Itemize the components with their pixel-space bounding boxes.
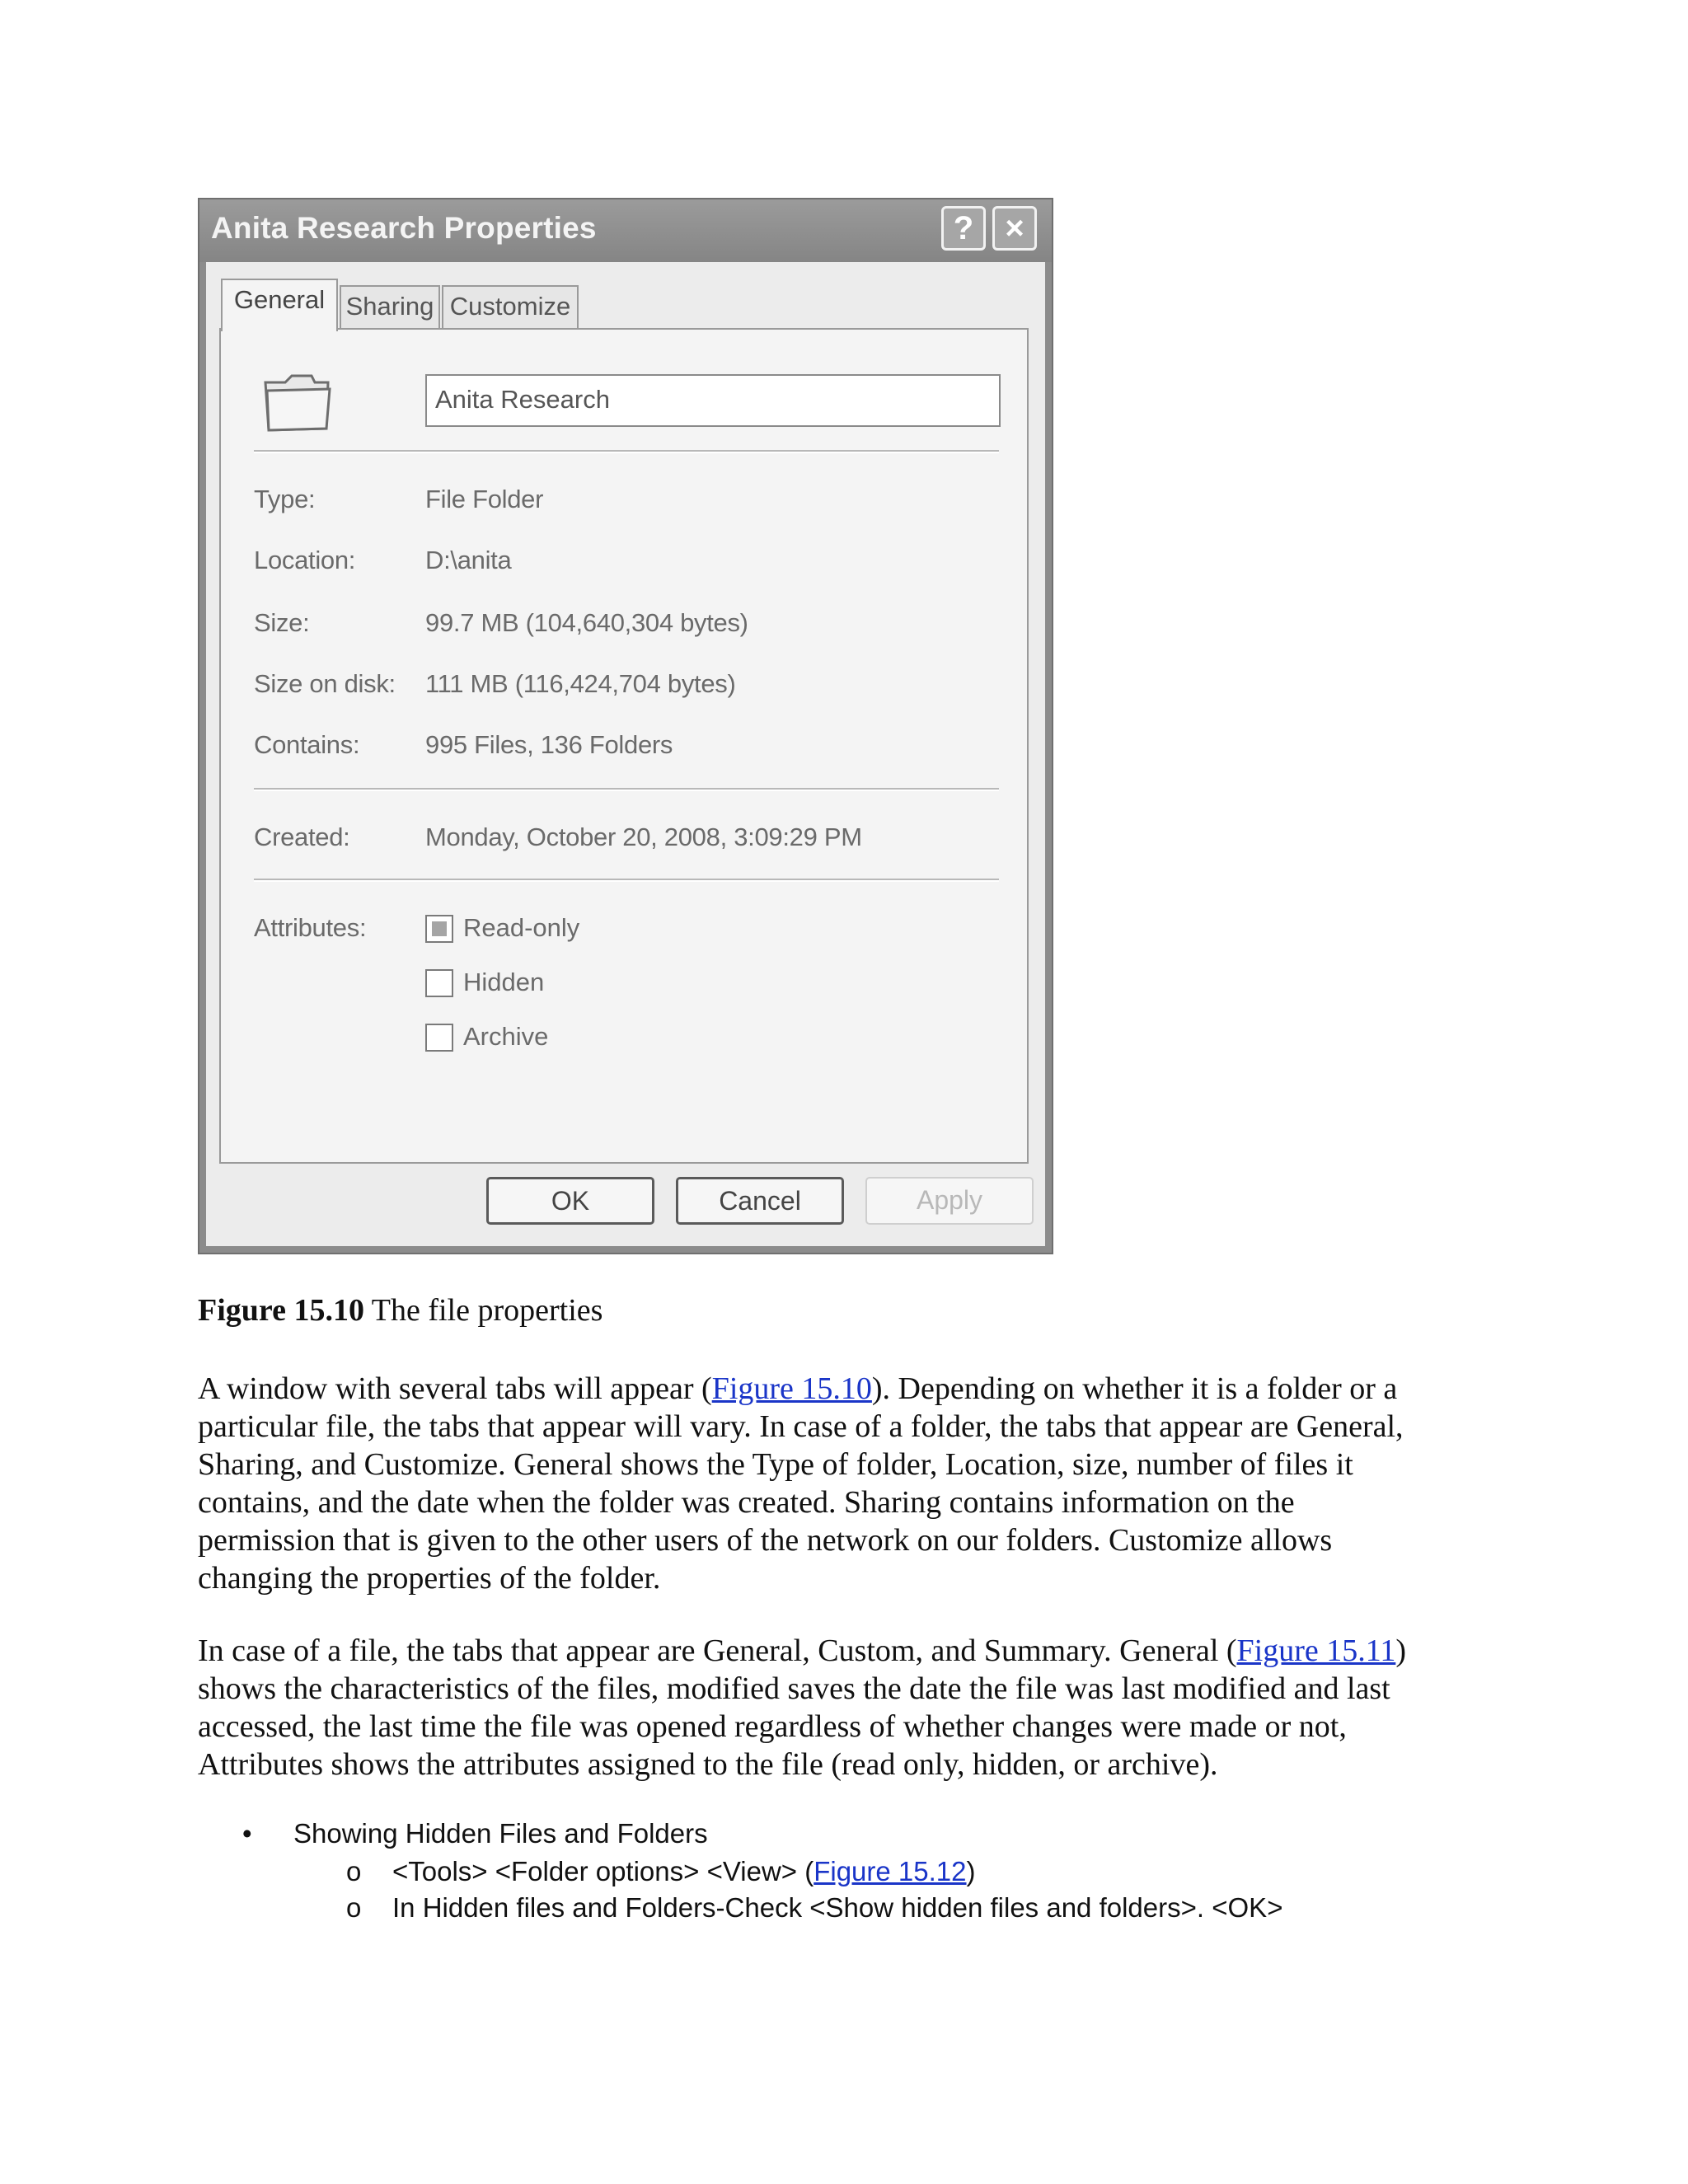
- text-line: Attributes shows the attributes assigned to the file (read only, hidden, or archive).: [198, 1747, 1218, 1782]
- separator: [254, 879, 999, 882]
- dialog-title: Anita Research Properties: [211, 211, 597, 245]
- tab-general[interactable]: General: [221, 279, 338, 331]
- type-value: File Folder: [425, 485, 544, 513]
- text-span: ): [966, 1856, 976, 1886]
- size-value: 99.7 MB (104,640,304 bytes): [425, 608, 748, 637]
- hidden-label: Hidden: [463, 968, 545, 996]
- figure-link[interactable]: Figure 15.11: [1236, 1633, 1396, 1668]
- apply-button[interactable]: Apply: [865, 1177, 1034, 1225]
- size-label: Size:: [254, 608, 310, 637]
- title-bar: [199, 199, 1052, 262]
- created-label: Created:: [254, 823, 350, 851]
- help-button[interactable]: ?: [941, 206, 986, 251]
- type-label: Type:: [254, 485, 316, 513]
- text-line: particular file, the tabs that appear will vary. In case of a folder, the tabs that appear are General,: [198, 1409, 1404, 1444]
- text-span: A window with several tabs will appear (: [198, 1371, 712, 1406]
- ok-button[interactable]: OK: [486, 1177, 654, 1225]
- text-line: shows the characteristics of the files, modified saves the date the file was last modified and last: [198, 1671, 1390, 1706]
- text-line: [198, 1632, 1500, 1670]
- sub-bullet-icon: o: [346, 1892, 362, 1923]
- dialog-client-area: [206, 262, 1045, 1246]
- read-only-label: Read-only: [463, 913, 580, 942]
- text-span: ). Depending on whether it is a folder or a: [871, 1371, 1398, 1406]
- sub-item-text: In Hidden files and Folders-Check <Show hidden files and folders>. <OK>: [392, 1892, 1283, 1923]
- archive-checkbox[interactable]: [425, 1024, 453, 1052]
- paragraph-tabs-overview: [198, 1370, 1500, 1597]
- figure-link[interactable]: Figure 15.10: [711, 1371, 872, 1406]
- size-on-disk-value: 111 MB (116,424,704 bytes): [425, 669, 736, 698]
- location-label: Location:: [254, 546, 356, 574]
- attributes-label: Attributes:: [254, 913, 367, 942]
- sub-bullet-icon: o: [346, 1856, 362, 1886]
- list-item-text: Showing Hidden Files and Folders: [293, 1818, 708, 1849]
- size-on-disk-label: Size on disk:: [254, 669, 396, 698]
- text-line: permission that is given to the other users of the network on our folders. Customize allows: [198, 1523, 1333, 1558]
- text-line: contains, and the date when the folder was created. Sharing contains information on the: [198, 1485, 1295, 1520]
- contains-label: Contains:: [254, 730, 360, 759]
- archive-label: Archive: [463, 1022, 549, 1051]
- text-span: ): [1395, 1633, 1406, 1668]
- hidden-checkbox[interactable]: [425, 969, 453, 997]
- location-value: D:\anita: [425, 546, 512, 574]
- folder-name-input[interactable]: Anita Research: [425, 374, 1001, 427]
- text-line: changing the properties of the folder.: [198, 1561, 661, 1596]
- text-line: [198, 1370, 1500, 1408]
- text-line: accessed, the last time the file was opened regardless of whether changes were made or not,: [198, 1709, 1347, 1744]
- tab-customize[interactable]: Customize: [442, 285, 579, 328]
- close-button[interactable]: ×: [992, 206, 1037, 251]
- text-span: In case of a file, the tabs that appear are General, Custom, and Summary. General (: [198, 1633, 1237, 1668]
- general-tab-panel: [219, 328, 1029, 1164]
- created-value: Monday, October 20, 2008, 3:09:29 PM: [425, 823, 862, 851]
- tab-sharing[interactable]: Sharing: [340, 285, 440, 328]
- folder-icon: [260, 371, 335, 435]
- read-only-checkbox[interactable]: [425, 915, 453, 943]
- separator: [254, 450, 999, 453]
- figure-number: Figure 15.10: [198, 1293, 364, 1328]
- sub-item-text: [392, 1856, 976, 1887]
- figure-caption: [198, 1292, 603, 1329]
- text-span: <Tools> <Folder options> <View> (: [392, 1856, 814, 1886]
- figure-caption-text: The file properties: [363, 1293, 603, 1328]
- contains-value: 995 Files, 136 Folders: [425, 730, 673, 759]
- paragraph-file-tabs: [198, 1632, 1500, 1783]
- text-line: Sharing, and Customize. General shows the Type of folder, Location, size, number of files it: [198, 1447, 1353, 1482]
- bullet-icon: •: [242, 1818, 252, 1849]
- figure-link[interactable]: Figure 15.12: [814, 1856, 967, 1886]
- cancel-button[interactable]: Cancel: [676, 1177, 844, 1225]
- separator: [254, 788, 999, 791]
- properties-dialog-screenshot: [198, 198, 1053, 1254]
